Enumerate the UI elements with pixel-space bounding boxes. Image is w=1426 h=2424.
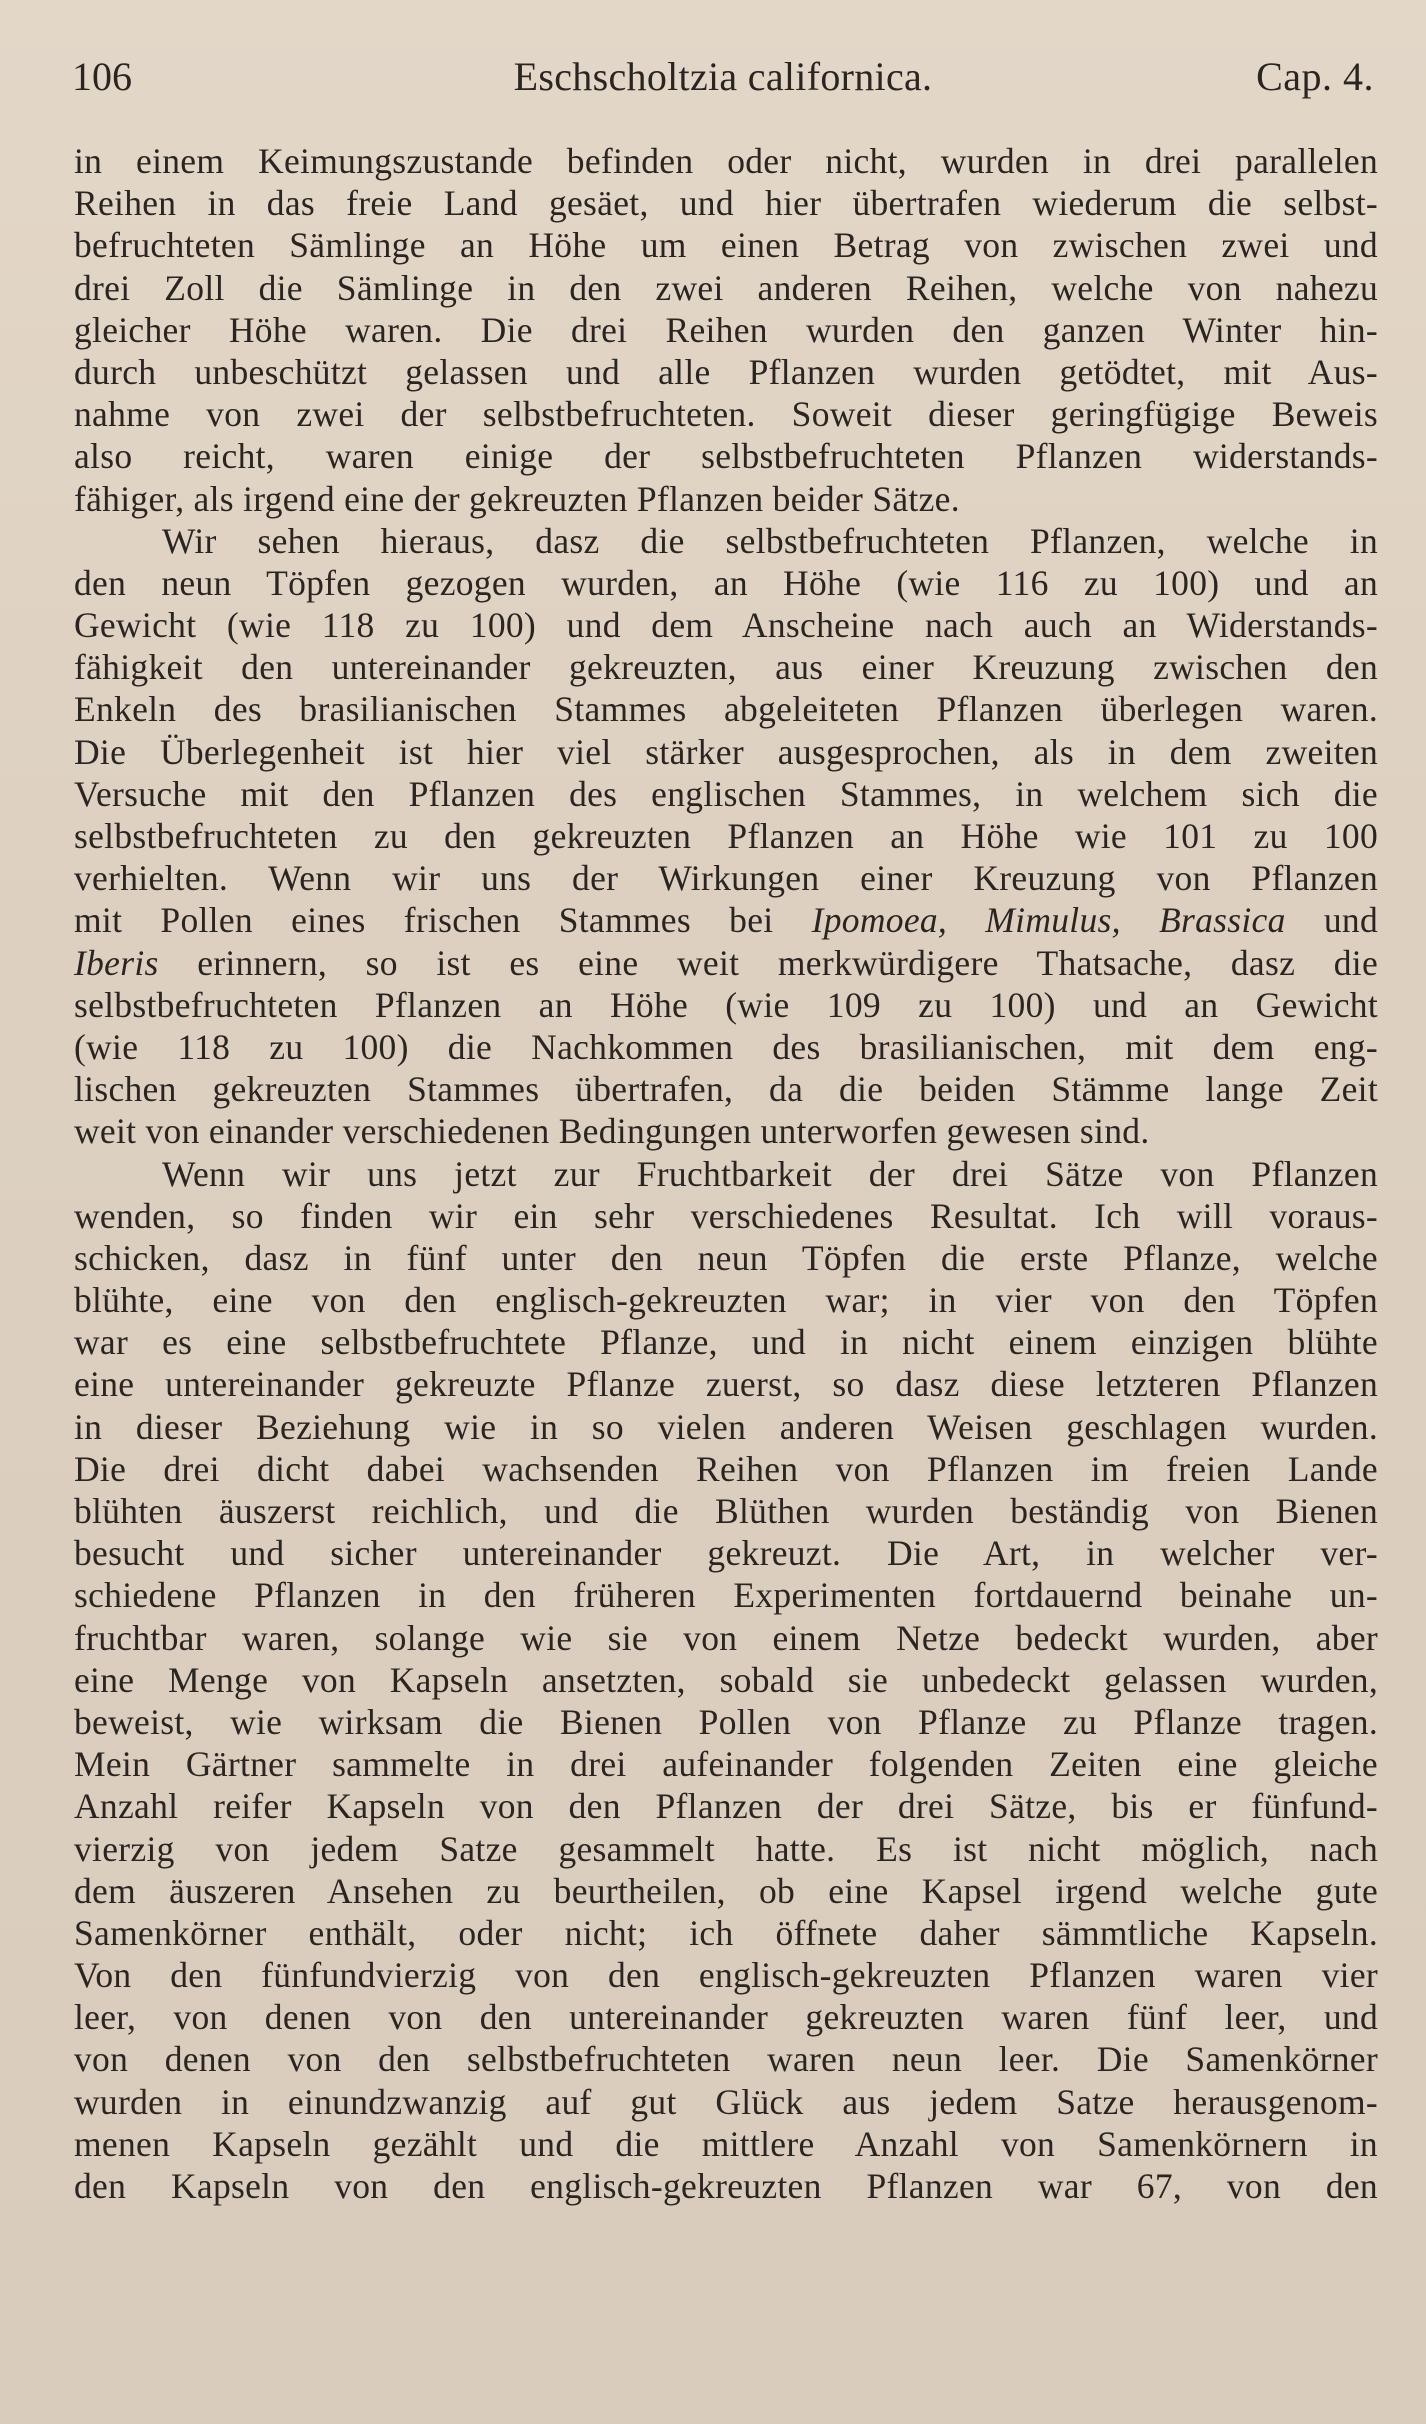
text-line: fähiger, als irgend eine der gekreuzten Pflanzen beider Sätze. [74,478,960,519]
text-line: blühte, eine von den englisch-gekreuzten war; in vier von den Töpfen [74,1280,1378,1321]
text-segment: und [1285,900,1378,941]
page-header [72,52,1374,102]
text-line: Versuche mit den Pflanzen des englischen Stammes, in welchem sich die [74,773,1378,814]
text-line: war es eine selbstbefruchtete Pflanze, und in nicht einem einzigen blühte [74,1322,1378,1363]
text-line: Von den fünfundvierzig von den englisch-gekreuzten Pflanzen waren vier [74,1955,1378,1996]
text-line: Samenkörner enthält, oder nicht; ich öffnete daher sämmtliche Kapseln. [74,1912,1378,1953]
text-line: menen Kapseln gezählt und die mittlere Anzahl von Samenkörnern in [74,2123,1378,2164]
text-line: wenden, so finden wir ein sehr verschiedenes Resultat. Ich will voraus- [74,1195,1378,1236]
text-line-with-italics [74,942,1378,984]
text-line: blühten äuszerst reichlich, und die Blüthen wurden beständig von Bienen [74,1491,1378,1531]
text-line: den neun Töpfen gezogen wurden, an Höhe (wie 116 zu 100) und an [74,562,1378,603]
text-line: gleicher Höhe waren. Die drei Reihen wurden den ganzen Winter hin- [74,309,1378,350]
text-line: leer, von denen von den untereinander gekreuzten waren fünf leer, und [74,1997,1378,2038]
text-line: wurden in einundzwanzig auf gut Glück aus jedem Satze herausgenom- [74,2081,1378,2122]
text-line: besucht und sicher untereinander gekreuzt. Die Art, in welcher ver- [74,1533,1378,1574]
text-line: durch unbeschützt gelassen und alle Pflanzen wurden getödtet, mit Aus- [74,351,1378,392]
text-line: fruchtbar waren, solange wie sie von einem Netze bedeckt wurden, aber [74,1617,1378,1658]
text-line: fähigkeit den untereinander gekreuzten, aus einer Kreuzung zwischen den [74,647,1378,688]
body-text [74,140,1378,2207]
text-line: selbstbefruchteten zu den gekreuzten Pflanzen an Höhe wie 101 zu 100 [74,816,1378,856]
text-line-with-italics [74,899,1378,941]
text-segment: mit Pollen eines frischen Stammes bei [74,900,812,941]
text-line: verhielten. Wenn wir uns der Wirkungen einer Kreuzung von Pflanzen [74,858,1378,899]
text-line: eine untereinander gekreuzte Pflanze zuerst, so dasz diese letzteren Pflanzen [74,1364,1378,1405]
text-line: dem äuszeren Ansehen zu beurtheilen, ob eine Kapsel irgend welche gute [74,1870,1378,1911]
italic-taxa: Ipomoea, Mimulus, Brassica [811,900,1286,941]
text-line: nahme von zwei der selbstbefruchteten. Soweit dieser geringfügige Beweis [74,394,1378,435]
text-line: (wie 118 zu 100) die Nachkommen des brasilianischen, mit dem eng- [74,1026,1378,1067]
text-line: Die Überlegenheit ist hier viel stärker ausgesprochen, als in dem zweiten [74,731,1378,772]
text-segment: erinnern, so ist es eine weit merkwürdigere Thatsache, dasz die [158,942,1378,983]
text-line: drei Zoll die Sämlinge in den zwei anderen Reihen, welche von nahezu [74,267,1378,308]
running-title: Eschscholtzia californica. [513,54,933,99]
italic-taxon: Iberis [74,942,159,983]
text-line: selbstbefruchteten Pflanzen an Höhe (wie 109 zu 100) und an Gewicht [74,984,1378,1025]
text-line: vierzig von jedem Satze gesammelt hatte. Es ist nicht möglich, nach [74,1828,1378,1869]
text-line: schicken, dasz in fünf unter den neun Töpfen die erste Pflanze, welche [74,1237,1378,1278]
text-line: in dieser Beziehung wie in so vielen anderen Weisen geschlagen wurden. [74,1406,1378,1447]
text-line: in einem Keimungszustande befinden oder nicht, wurden in drei parallelen [74,141,1378,181]
paragraph-start-line: Wir sehen hieraus, dasz die selbstbefruchteten Pflanzen, welche in [162,520,1378,561]
text-line: also reicht, waren einige der selbstbefruchteten Pflanzen widerstands- [74,436,1378,477]
text-line: Anzahl reifer Kapseln von den Pflanzen der drei Sätze, bis er fünfund- [74,1786,1378,1827]
text-line: Gewicht (wie 118 zu 100) und dem Anscheine nach auch an Widerstands- [74,605,1378,646]
text-line: Enkeln des brasilianischen Stammes abgeleiteten Pflanzen überlegen waren. [74,689,1378,730]
text-line: Die drei dicht dabei wachsenden Reihen von Pflanzen im freien Lande [74,1448,1378,1489]
text-line: befruchteten Sämlinge an Höhe um einen Betrag von zwischen zwei und [74,225,1378,266]
paragraph-start-line: Wenn wir uns jetzt zur Fruchtbarkeit der drei Sätze von Pflanzen [162,1153,1378,1194]
text-line: Reihen in das freie Land gesäet, und hier übertrafen wiederum die selbst- [74,183,1378,224]
text-line: Mein Gärtner sammelte in drei aufeinander folgenden Zeiten eine gleiche [74,1744,1378,1785]
text-line: lischen gekreuzten Stammes übertrafen, da die beiden Stämme lange Zeit [74,1069,1378,1110]
page-number: 106 [72,54,132,99]
text-line: den Kapseln von den englisch-gekreuzten Pflanzen war 67, von den [74,2166,1378,2206]
text-line: schiedene Pflanzen in den früheren Experimenten fortdauernd beinahe un- [74,1575,1378,1616]
text-line: eine Menge von Kapseln ansetzten, sobald sie unbedeckt gelassen wurden, [74,1659,1378,1700]
text-line: beweist, wie wirksam die Bienen Pollen von Pflanze zu Pflanze tragen. [74,1701,1378,1742]
text-line: von denen von den selbstbefruchteten waren neun leer. Die Samenkörner [74,2039,1378,2080]
chapter-label: Cap. 4. [1256,54,1374,99]
text-line: weit von einander verschiedenen Bedingungen unterworfen gewesen sind. [74,1111,1150,1152]
